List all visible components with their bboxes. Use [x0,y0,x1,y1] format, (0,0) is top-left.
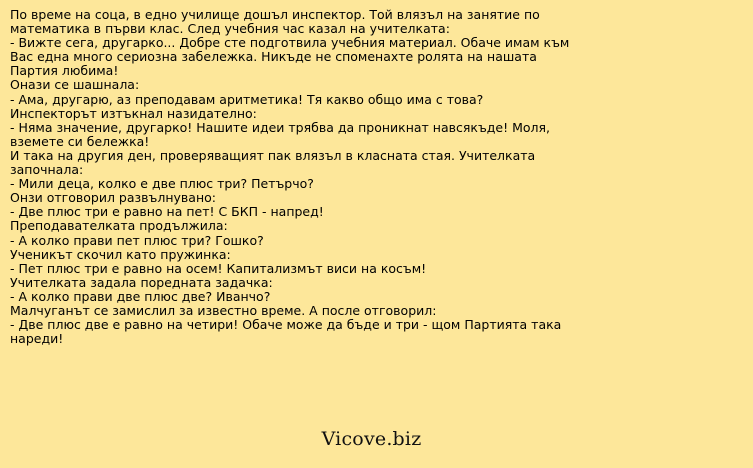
joke-line: - Пет плюс три е равно на осем! Капитализмът виси на косъм! [10,260,427,276]
joke-text [10,8,580,346]
joke-line: - Ама, другарю, аз преподавам аритметика! Тя какво общо има с това? [10,91,484,107]
joke-line: - Две плюс две е равно на четири! Обаче може да бъде и три - щом Партията така нареди! [10,317,562,347]
site-watermark: Vicove.biz [321,428,422,450]
joke-line: Онзи отговорил развълнувано: [10,190,216,206]
joke-line: Онази се шашнала: [10,77,140,93]
joke-line: Учителката задала поредната задачка: [10,274,273,290]
joke-line: По време на соца, в едно училище дошъл инспектор. Той влязъл на занятие по математика в първи клас. След учебния час казал на учителката: [10,7,540,37]
joke-line: - А колко прави две плюс две? Иванчо? [10,288,271,304]
joke-line: - Няма значение, другарко! Нашите идеи трябва да проникнат навсякъде! Моля, вземете си бележка! [10,119,551,149]
joke-line: Преподавателката продължила: [10,218,228,234]
joke-line: И така на другия ден, проверяващият пак влязъл в класната стая. Учителката започнала: [10,147,536,178]
joke-line: Ученикът скочил като пружинка: [10,246,231,262]
joke-line: - Мили деца, колко е две плюс три? Петърчо? [10,176,314,192]
joke-line: - А колко прави пет плюс три? Гошко? [10,232,264,248]
joke-line: Малчуганът се замислил за известно време. А после отговорил: [10,302,437,318]
joke-line: - Вижте сега, другарко... Добре сте подготвила учебния материал. Обаче имам към Вас една много сериозна забележка. Никъде не споменахте ролята на нашата Партия любима! [10,35,570,79]
joke-line: Инспекторът изтъкнал назидателно: [10,105,257,121]
joke-line: - Две плюс три е равно на пет! С БКП - напред! [10,204,324,220]
